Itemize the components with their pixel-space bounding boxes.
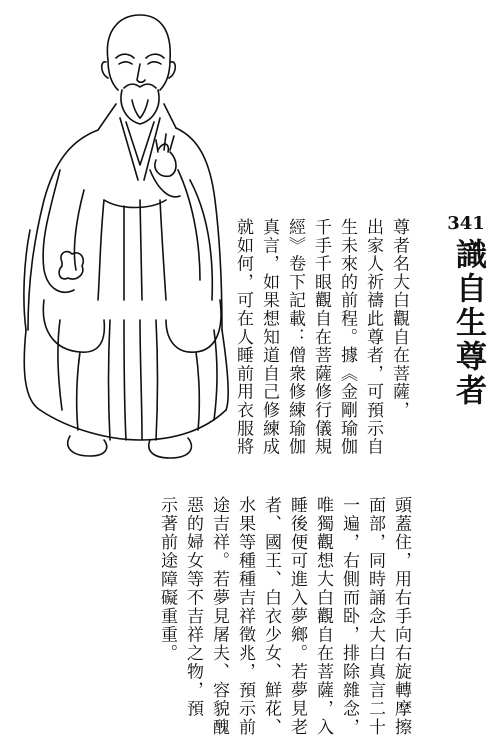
text-column: 千手千眼觀自在菩薩修行儀規 bbox=[311, 218, 331, 456]
text-column: 真言，如果想知道自己修練成 bbox=[259, 218, 279, 456]
entry-title: 識自生尊者 bbox=[450, 238, 486, 408]
text-column: 頭蓋住，用右手向右旋轉摩擦 bbox=[391, 496, 411, 737]
text-column: 經》卷下記載：僧衆修練瑜伽 bbox=[285, 218, 305, 456]
text-column: 唯獨觀想大白觀自在菩薩，入 bbox=[313, 496, 333, 737]
body-text-lower bbox=[154, 496, 414, 737]
entry-number: 341 bbox=[447, 213, 485, 234]
text-column: 者、國王、白衣少女、鮮花、 bbox=[261, 496, 281, 737]
text-column: 一遍，右側而卧，排除雜念， bbox=[339, 496, 359, 737]
monk-illustration bbox=[0, 0, 250, 470]
text-column: 出家人祈禱此尊者，可預示自 bbox=[363, 218, 383, 456]
text-column: 尊者名大白觀自在菩薩， bbox=[389, 218, 409, 420]
entry-heading bbox=[446, 213, 486, 438]
body-text-upper bbox=[230, 218, 412, 466]
text-column: 生未來的前程。據《金剛瑜伽 bbox=[337, 218, 357, 456]
text-column: 面部，同時誦念大白真言二十 bbox=[365, 496, 385, 737]
text-column: 途吉祥。若夢見屠夫、容貌醜 bbox=[209, 496, 229, 737]
text-column: 睡後便可進入夢鄉。若夢見老 bbox=[287, 496, 307, 737]
text-column: 水果等種種吉祥徵兆，預示前 bbox=[235, 496, 255, 737]
text-column: 示著前途障礙重重。 bbox=[157, 496, 177, 663]
text-column: 就如何，可在人睡前用衣服將 bbox=[233, 218, 253, 456]
text-column: 惡的婦女等不吉祥之物，預 bbox=[183, 496, 203, 718]
